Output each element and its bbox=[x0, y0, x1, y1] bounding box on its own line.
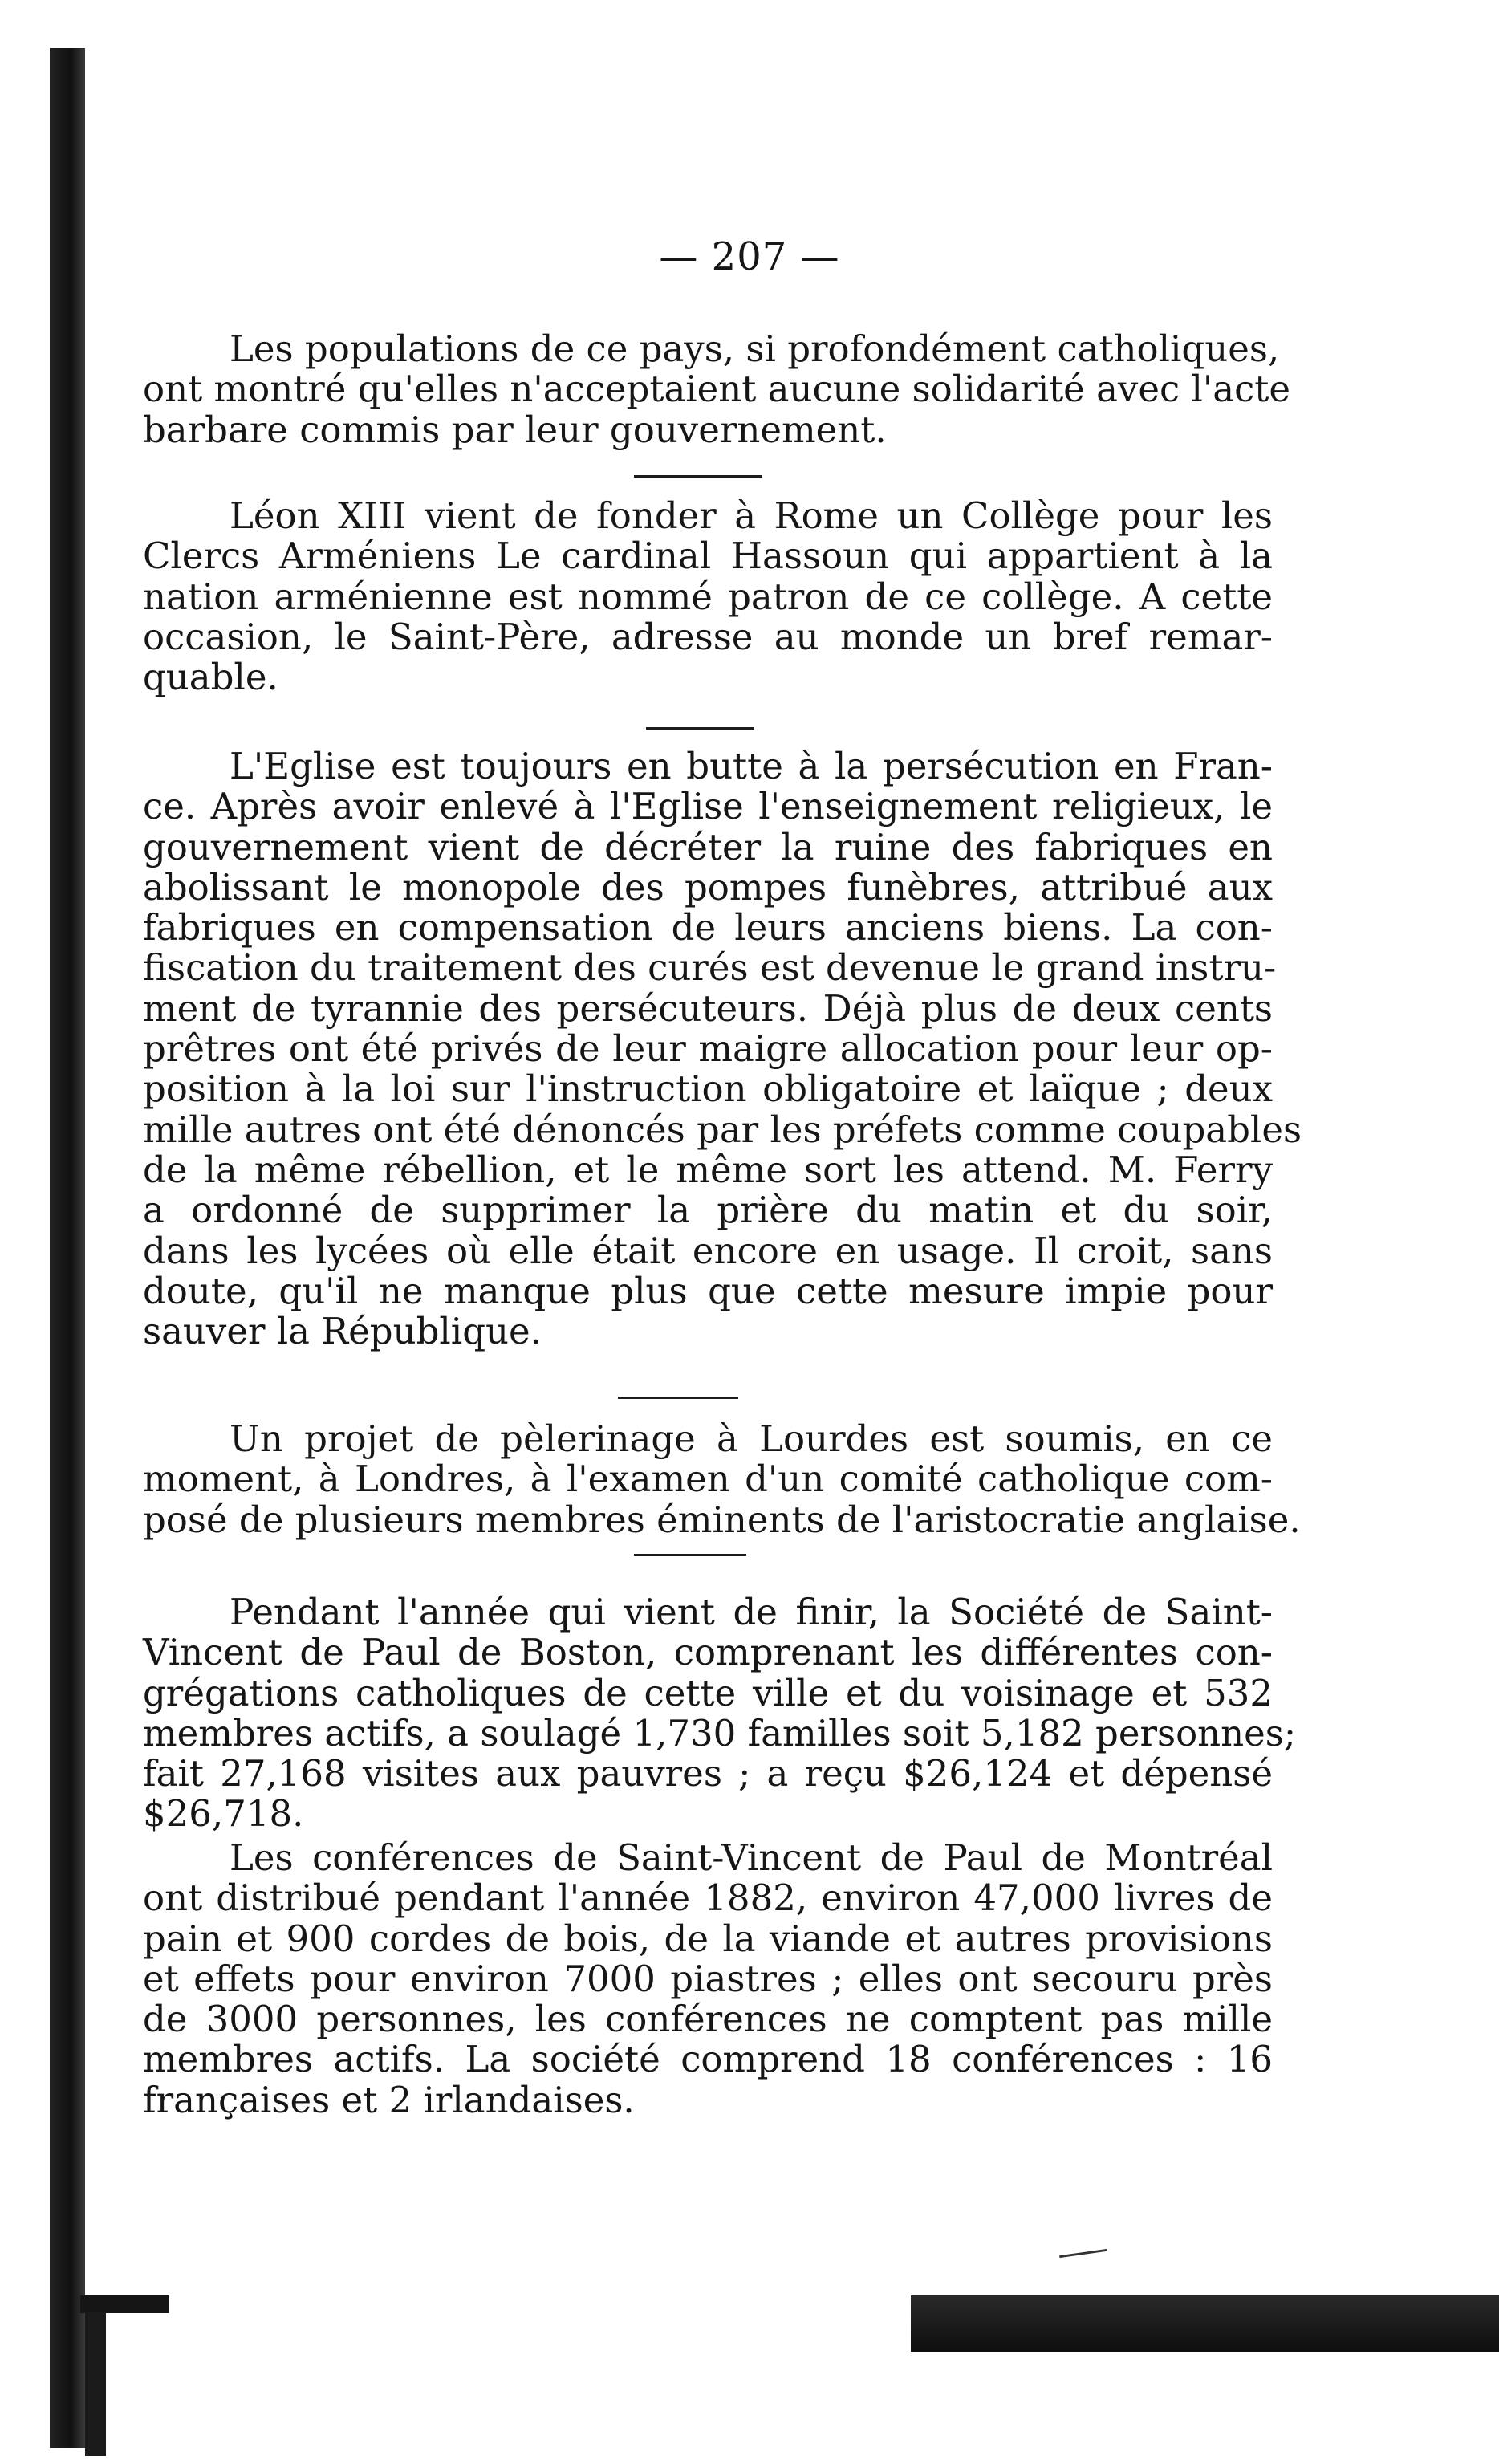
section-divider bbox=[634, 475, 762, 478]
paragraph-3 bbox=[143, 745, 1302, 1353]
section-divider bbox=[618, 1397, 738, 1399]
page-number: — 207 — bbox=[659, 234, 840, 279]
text-line: barbare commis par leur gouvernement. bbox=[143, 408, 887, 451]
text-line: Pendant l'année qui vient de finir, la Société de Saint- bbox=[230, 1591, 1273, 1633]
paragraph-6 bbox=[143, 1838, 1273, 2120]
text-line: de 3000 personnes, les conférences ne comptent pas mille bbox=[143, 1998, 1273, 2041]
scan-mark bbox=[1059, 2249, 1107, 2258]
text-line: occasion, le Saint-Père, adresse au monde un bref remar- bbox=[143, 615, 1273, 658]
text-line: dans les lycées où elle était encore en usage. Il croit, sans bbox=[143, 1229, 1273, 1272]
text-line: Clercs Arméniens Le cardinal Hassoun qui appartient à la bbox=[143, 535, 1273, 578]
text-line: Léon XIII vient de fonder à Rome un Collège pour les bbox=[230, 494, 1273, 537]
text-line: Vincent de Paul de Boston, comprenant les différentes con- bbox=[143, 1631, 1273, 1674]
text-line: fait 27,168 visites aux pauvres ; a reçu $26,124 et dépensé bbox=[143, 1752, 1273, 1795]
text-line: pain et 900 cordes de bois, de la viande et autres provisions bbox=[143, 1917, 1273, 1960]
text-line: ce. Après avoir enlevé à l'Eglise l'enseignement religieux, le bbox=[143, 785, 1273, 828]
text-line: fabriques en compensation de leurs anciens biens. La con- bbox=[143, 906, 1273, 949]
text-line: Les populations de ce pays, si profondément catholiques, bbox=[230, 327, 1280, 370]
text-line: mille autres ont été dénoncés par les préfets comme coupables bbox=[143, 1108, 1302, 1151]
scan-left-foot bbox=[80, 2295, 169, 2313]
paragraph-1 bbox=[143, 327, 1291, 451]
scan-left-edge bbox=[50, 48, 85, 2448]
text-line: de la même rébellion, et le même sort les attend. M. Ferry bbox=[143, 1148, 1273, 1191]
scan-left-foot-stub bbox=[85, 2312, 106, 2456]
section-divider bbox=[646, 727, 754, 730]
paragraph-2 bbox=[143, 496, 1273, 697]
section-divider bbox=[634, 1554, 746, 1556]
text-line: position à la loi sur l'instruction obligatoire et laïque ; deux bbox=[143, 1067, 1273, 1111]
text-line: membres actifs, a soulagé 1,730 familles soit 5,182 personnes; bbox=[143, 1711, 1297, 1754]
text-line: $26,718. bbox=[143, 1792, 304, 1836]
scan-bottom-bar bbox=[911, 2295, 1499, 2352]
text-line: membres actifs. La société comprend 18 conférences : 16 bbox=[143, 2038, 1273, 2081]
text-line: gouvernement vient de décréter la ruine des fabriques en bbox=[143, 825, 1273, 868]
text-line: ment de tyrannie des persécuteurs. Déjà plus de deux cents bbox=[143, 986, 1273, 1030]
text-line: grégations catholiques de cette ville et du voisinage et 532 bbox=[143, 1671, 1273, 1714]
text-line: et effets pour environ 7000 piastres ; elles ont secouru près bbox=[143, 1957, 1273, 2000]
text-line: françaises et 2 irlandaises. bbox=[143, 2078, 635, 2121]
text-line: Un projet de pèlerinage à Lourdes est soumis, en ce bbox=[230, 1417, 1273, 1460]
text-line: abolissant le monopole des pompes funèbres, attribué aux bbox=[143, 865, 1273, 909]
text-line: Les conférences de Saint-Vincent de Paul de Montréal bbox=[230, 1836, 1273, 1879]
text-line: ont distribué pendant l'année 1882, environ 47,000 livres de bbox=[143, 1876, 1273, 1920]
text-line: prêtres ont été privés de leur maigre allocation pour leur op- bbox=[143, 1027, 1273, 1071]
text-line: posé de plusieurs membres éminents de l'aristocratie anglaise. bbox=[143, 1498, 1301, 1541]
text-line: fiscation du traitement des curés est devenue le grand instru- bbox=[143, 946, 1277, 990]
text-line: a ordonné de supprimer la prière du matin et du soir, bbox=[143, 1189, 1273, 1232]
text-line: quable. bbox=[143, 656, 278, 699]
text-line: moment, à Londres, à l'examen d'un comité catholique com- bbox=[143, 1458, 1273, 1501]
text-line: doute, qu'il ne manque plus que cette mesure impie pour bbox=[143, 1269, 1273, 1312]
text-line: nation arménienne est nommé patron de ce collège. A cette bbox=[143, 575, 1273, 618]
text-line: sauver la République. bbox=[143, 1310, 542, 1353]
text-line: ont montré qu'elles n'acceptaient aucune solidarité avec l'acte bbox=[143, 368, 1291, 411]
paragraph-4 bbox=[143, 1417, 1301, 1541]
text-line: L'Eglise est toujours en butte à la persécution en Fran- bbox=[230, 745, 1273, 787]
paragraph-5 bbox=[143, 1591, 1297, 1836]
